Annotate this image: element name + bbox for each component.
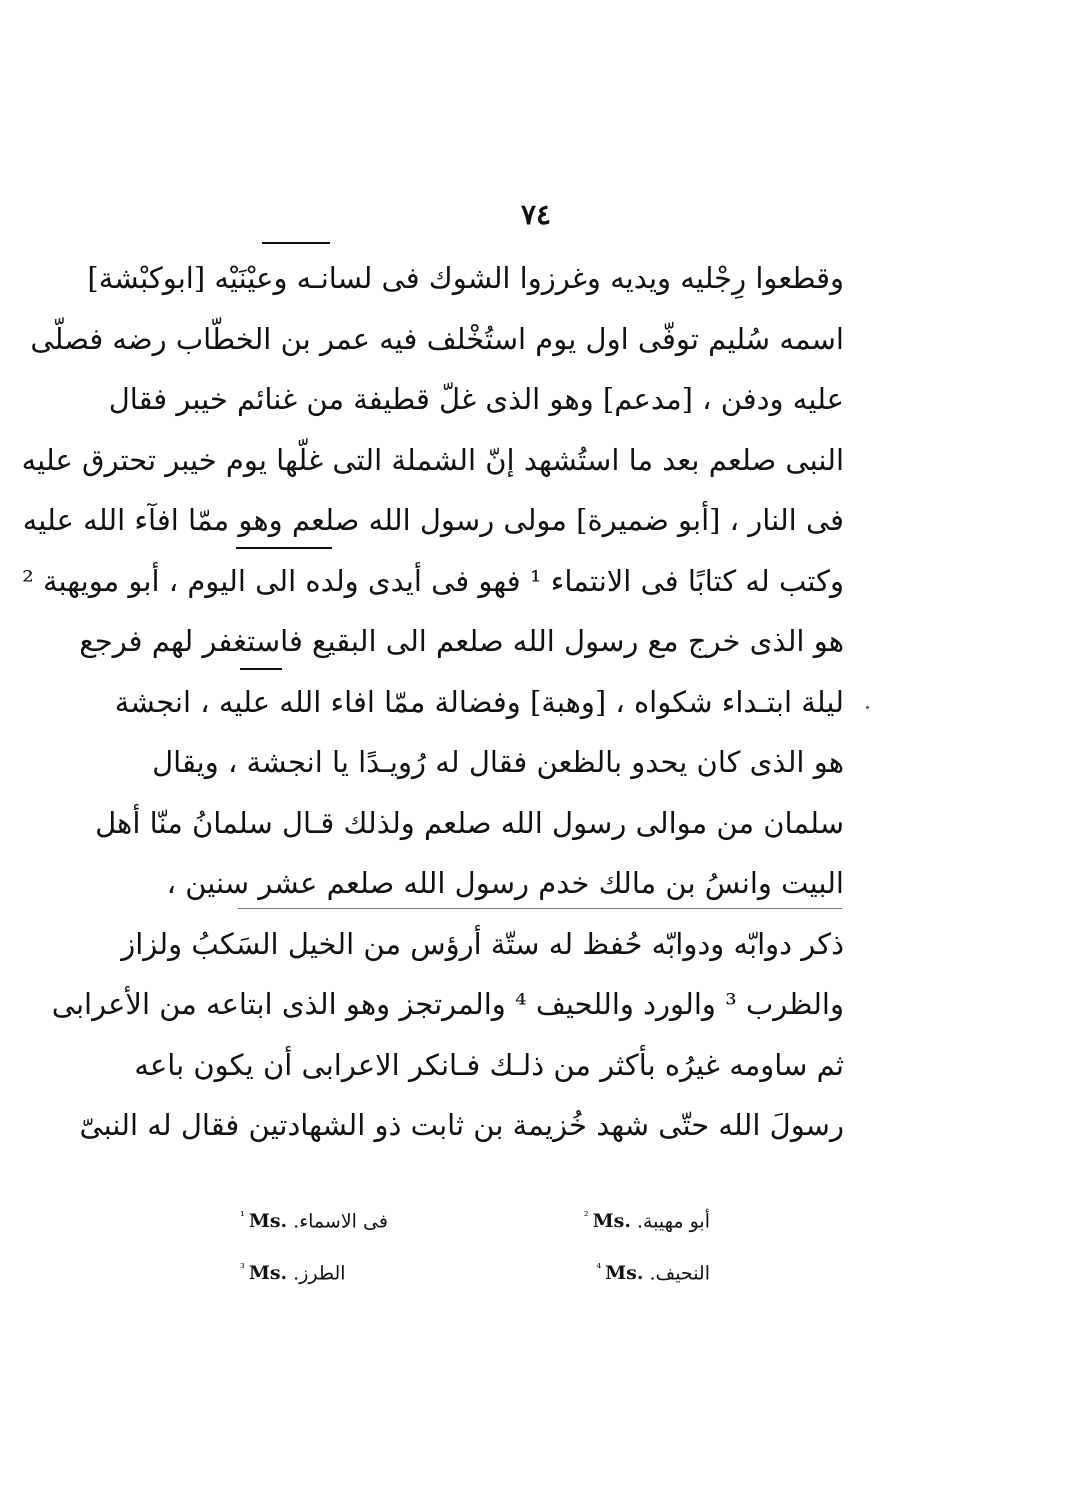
text-line-10: سلمان من موالى رسول الله صلعم ولذلك قـال سلمانُ منّا أهل — [95, 805, 844, 840]
footnote-reading: فى الاسماء. — [293, 1210, 388, 1233]
page-number: ٧٤ — [520, 198, 552, 231]
footnote-number: ² — [583, 1209, 589, 1223]
text-line-3: عليه ودفن ، [مدعم] وهو الذى غلّ قطيفة من غنائم خيبر فقال — [108, 382, 844, 416]
footnote-row — [240, 1190, 710, 1242]
footnotes — [240, 1190, 710, 1294]
footnote-number: ¹ — [240, 1209, 245, 1223]
footnote-ms: Ms. — [248, 1210, 288, 1233]
text-line-2: اسمه سُليم توفّى اول يوم استُخْلف فيه عمر بن الخطّاب رضه فصلّى — [30, 321, 844, 356]
text-line-11: البيت وانسُ بن مالك خدم رسول الله صلعم عشر سنين ، — [166, 866, 844, 900]
footnote-1 — [240, 1190, 388, 1242]
overline-mark — [236, 547, 332, 549]
text-line-9: هو الذى كان يحدو بالظعن فقال له رُويـدًا يا انجشة ، ويقال — [152, 745, 844, 779]
footnote-reading: الطرز. — [293, 1262, 346, 1285]
footnote-ms: Ms. — [605, 1262, 644, 1285]
overline-mark — [262, 242, 330, 244]
text-line-13: والظرب ³ والورد واللحيف ⁴ والمرتجز وهو الذى ابتاعه من الأعرابى — [51, 987, 844, 1021]
footnote-3 — [240, 1242, 346, 1294]
footnote-number: ³ — [240, 1261, 245, 1275]
text-line-12: ذكر دوابّه ودوابّه حُفظ له ستّة أرؤس من الخيل السَكبُ ولزاز — [121, 926, 844, 961]
text-line-4: النبى صلعم بعد ما استُشهد إنّ الشملة التى غلّها يوم خيبر تحترق عليه — [21, 442, 844, 477]
text-line-5: فى النار ، [أبو ضميرة] مولى رسول الله صلعم وهو ممّا افآء الله عليه — [22, 503, 844, 537]
text-line-7: هو الذى خرج مع رسول الله صلعم الى البقيع فاستغفر لهم فرجع — [79, 624, 844, 658]
footnote-reading: أبو مهيبة. — [636, 1210, 710, 1233]
overline-mark — [238, 908, 842, 909]
footnote-ms: Ms. — [592, 1210, 631, 1233]
footnote-ms: Ms. — [248, 1262, 288, 1285]
text-line-15: رسولَ الله حتّى شهد خُزيمة بن ثابت ذو الشهادتين فقال له النبىّ — [79, 1108, 844, 1142]
body-text — [21, 248, 844, 1156]
footnote-number: ⁴ — [596, 1261, 602, 1275]
text-line-6: وكتب له كتابًا فى الانتماء ¹ فهو فى أيدى ولده الى اليوم ، أبو مويهبة ² — [22, 563, 844, 598]
text-line-8: ليلة ابتـداء شكواه ، [وهبة] وفضالة ممّا افاء الله عليه ، انجشة — [114, 684, 844, 719]
overline-mark — [240, 668, 282, 670]
text-line-14: ثم ساومه غيرُه بأكثر من ذلـك فـانكر الاعرابى أن يكون باعه — [134, 1047, 844, 1082]
footnote-row — [240, 1242, 710, 1294]
footnote-4 — [596, 1242, 710, 1294]
stray-dot — [866, 706, 869, 709]
footnote-2 — [584, 1190, 710, 1242]
footnote-reading: النحيف. — [649, 1262, 710, 1285]
text-line-1: وقطعوا رِجْليه ويديه وغرزوا الشوك فى لسانـه وعيْنَيْه [ابوكبْشة] — [87, 261, 844, 295]
